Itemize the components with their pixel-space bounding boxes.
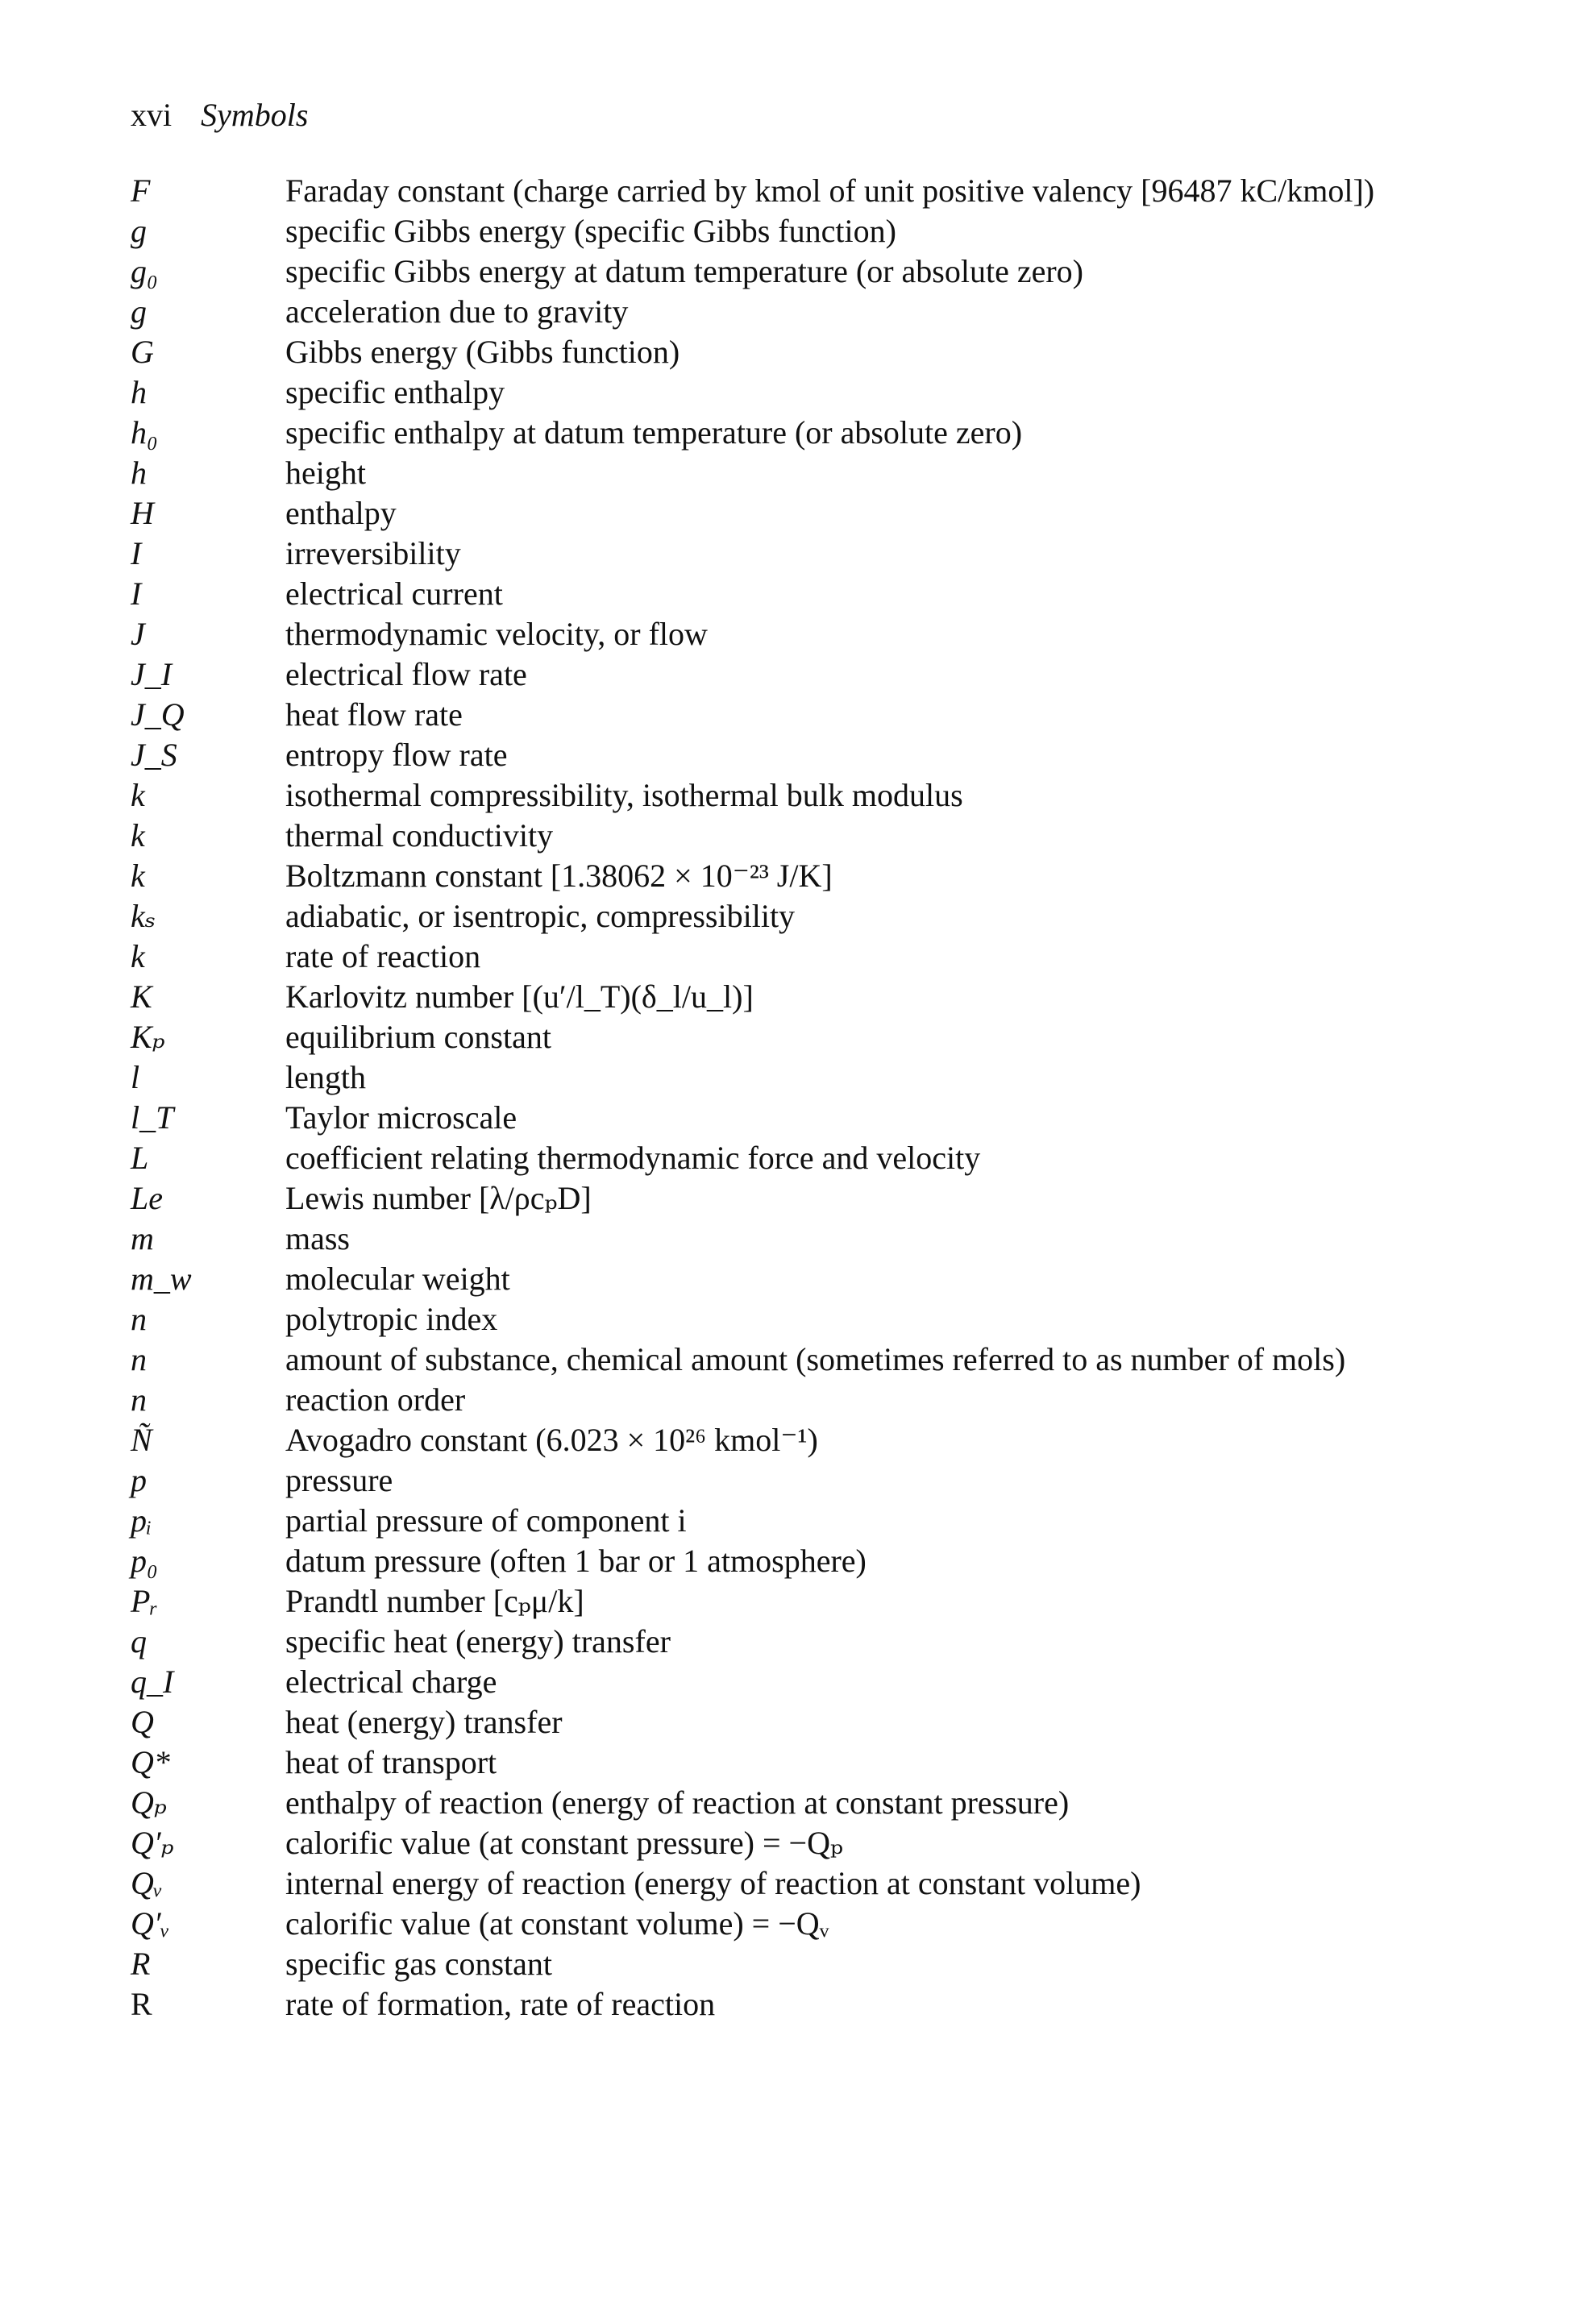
symbol-entry: [131, 1581, 1469, 1622]
symbol-entry: [131, 332, 1469, 372]
symbol-entry: [131, 1259, 1469, 1299]
symbol-entry: [131, 775, 1469, 816]
symbol-description: heat (energy) transfer: [285, 1704, 563, 1740]
symbol-entry: [131, 251, 1469, 292]
symbol: Pᵣ: [131, 1583, 159, 1619]
symbol-description: specific heat (energy) transfer: [285, 1623, 671, 1659]
symbol: g: [131, 213, 147, 249]
symbol: h: [131, 455, 147, 491]
symbol: Qₚ: [131, 1784, 167, 1821]
symbol: l: [131, 1059, 140, 1095]
symbol-entry: [131, 1622, 1469, 1662]
symbol: Q: [131, 1704, 154, 1740]
symbol: q: [131, 1623, 147, 1659]
symbol-entry: [131, 211, 1469, 251]
symbol: Kₚ: [131, 1019, 165, 1055]
symbol-description: Prandtl number [cₚμ/k]: [285, 1583, 584, 1619]
symbol-entry: [131, 1057, 1469, 1098]
page-number: xvi: [131, 97, 172, 133]
symbol-entry: [131, 1299, 1469, 1340]
symbol-description: specific gas constant: [285, 1946, 552, 1982]
symbol-description: heat of transport: [285, 1744, 497, 1780]
symbol-description: length: [285, 1059, 366, 1095]
symbol-entry: [131, 534, 1469, 574]
symbol-description: partial pressure of component i: [285, 1502, 687, 1539]
symbol-description: rate of formation, rate of reaction: [285, 1986, 716, 2022]
symbol-entry: [131, 1742, 1469, 1783]
symbol-entry: [131, 1944, 1469, 1984]
symbol-entry: [131, 1823, 1469, 1863]
symbol-description: calorific value (at constant pressure) = −Qₚ: [285, 1825, 843, 1861]
symbol: H: [131, 495, 154, 531]
symbol-entry: [131, 1783, 1469, 1823]
symbol: J_I: [131, 656, 172, 692]
symbol-entry: [131, 1098, 1469, 1138]
symbol-description: electrical flow rate: [285, 656, 527, 692]
symbol-description: enthalpy of reaction (energy of reaction at constant pressure): [285, 1784, 1070, 1821]
symbol: g₀: [131, 253, 158, 289]
symbol: Q′ᵥ: [131, 1905, 170, 1942]
symbol: J: [131, 616, 145, 652]
symbol-entry: [131, 292, 1469, 332]
symbol: k: [131, 777, 145, 813]
symbol-description: thermodynamic velocity, or flow: [285, 616, 708, 652]
symbol-entry: [131, 1904, 1469, 1944]
symbol: n: [131, 1301, 147, 1337]
symbol-description: Boltzmann constant [1.38062 × 10⁻²³ J/K]: [285, 858, 833, 894]
symbol-entry: [131, 372, 1469, 413]
symbol-entry: [131, 614, 1469, 654]
symbol-description: specific enthalpy at datum temperature (or absolute zero): [285, 414, 1023, 451]
symbol-description: pressure: [285, 1462, 393, 1498]
symbol-description: mass: [285, 1220, 350, 1256]
symbol-description: calorific value (at constant volume) = −Qᵥ: [285, 1905, 829, 1942]
symbol: Q*: [131, 1744, 170, 1780]
symbol: p: [131, 1462, 147, 1498]
symbol: L: [131, 1140, 149, 1176]
symbol: pᵢ: [131, 1502, 152, 1539]
symbol-entry: [131, 1219, 1469, 1259]
symbol-entry: [131, 1138, 1469, 1178]
symbol: m: [131, 1220, 154, 1256]
symbol-description: entropy flow rate: [285, 737, 508, 773]
symbol-description: equilibrium constant: [285, 1019, 551, 1055]
symbol: m_w: [131, 1261, 192, 1297]
symbol: J_Q: [131, 696, 185, 733]
symbol: g: [131, 293, 147, 330]
symbol-entry: [131, 654, 1469, 695]
symbol-entry: [131, 493, 1469, 534]
symbol: Q′ₚ: [131, 1825, 174, 1861]
symbol-entry: [131, 574, 1469, 614]
symbol-description: internal energy of reaction (energy of reaction at constant volume): [285, 1865, 1141, 1901]
symbol-description: datum pressure (often 1 bar or 1 atmosphere): [285, 1543, 867, 1579]
symbol-entry: [131, 413, 1469, 453]
symbol: F: [131, 172, 151, 209]
symbol-description: specific Gibbs energy (specific Gibbs function): [285, 213, 896, 249]
symbol-entry: [131, 1380, 1469, 1420]
symbol-entry: [131, 453, 1469, 493]
symbol-entry: [131, 1420, 1469, 1460]
symbol-entry: [131, 1541, 1469, 1581]
symbol: q_I: [131, 1664, 174, 1700]
symbol: n: [131, 1341, 147, 1377]
symbol-entry: [131, 1017, 1469, 1057]
symbol-entry: [131, 977, 1469, 1017]
symbol-entry: [131, 1340, 1469, 1380]
symbol: Ñ: [131, 1422, 152, 1458]
symbol: I: [131, 575, 142, 612]
symbol: R: [131, 1986, 152, 2022]
symbol-description: rate of reaction: [285, 938, 481, 974]
symbol-description: electrical charge: [285, 1664, 497, 1700]
symbol: h₀: [131, 414, 158, 451]
symbol: k: [131, 938, 145, 974]
symbol: G: [131, 334, 154, 370]
symbol-entry: [131, 735, 1469, 775]
symbol: k: [131, 858, 145, 894]
symbol-description: heat flow rate: [285, 696, 463, 733]
symbol: Qᵥ: [131, 1865, 164, 1901]
symbol-entry: [131, 816, 1469, 856]
symbol-description: Gibbs energy (Gibbs function): [285, 334, 680, 370]
section-title: Symbols: [201, 97, 309, 133]
symbol-description: electrical current: [285, 575, 503, 612]
symbol-entry: [131, 1702, 1469, 1742]
symbol-entry: [131, 1178, 1469, 1219]
symbol-description: Lewis number [λ/ρcₚD]: [285, 1180, 592, 1216]
page-header: [131, 95, 308, 135]
symbol-description: adiabatic, or isentropic, compressibility: [285, 898, 796, 934]
symbol-description: acceleration due to gravity: [285, 293, 629, 330]
symbol-description: specific Gibbs energy at datum temperature (or absolute zero): [285, 253, 1083, 289]
symbol-description: height: [285, 455, 366, 491]
symbol: h: [131, 374, 147, 410]
symbol: n: [131, 1381, 147, 1418]
symbol-description: specific enthalpy: [285, 374, 505, 410]
symbol: I: [131, 535, 142, 571]
symbol-description: Karlovitz number [(u′/l_T)(δ_l/u_l)]: [285, 978, 754, 1015]
symbol-list: [131, 171, 1469, 2025]
symbol-description: molecular weight: [285, 1261, 510, 1297]
symbol-entry: [131, 1460, 1469, 1501]
symbol: kₛ: [131, 898, 156, 934]
symbol: l_T: [131, 1099, 174, 1136]
symbol-entry: [131, 695, 1469, 735]
symbol-entry: [131, 856, 1469, 896]
symbol: K: [131, 978, 152, 1015]
symbol: Le: [131, 1180, 163, 1216]
symbol-description: Faraday constant (charge carried by kmol of unit positive valency [96487 kC/kmol]): [285, 172, 1375, 209]
symbol-description: enthalpy: [285, 495, 397, 531]
symbol-entry: [131, 1863, 1469, 1904]
symbol-description: thermal conductivity: [285, 817, 554, 854]
symbol: J_S: [131, 737, 177, 773]
symbol-description: Avogadro constant (6.023 × 10²⁶ kmol⁻¹): [285, 1422, 818, 1458]
symbol-entry: [131, 1662, 1469, 1702]
symbol: p₀: [131, 1543, 158, 1579]
symbol-entry: [131, 171, 1469, 211]
symbol-description: reaction order: [285, 1381, 466, 1418]
symbol-entry: [131, 896, 1469, 937]
symbol-entry: [131, 1984, 1469, 2025]
symbol-entry: [131, 937, 1469, 977]
symbol-description: amount of substance, chemical amount (sometimes referred to as number of mols): [285, 1341, 1346, 1377]
symbol-description: Taylor microscale: [285, 1099, 517, 1136]
symbol: R: [131, 1946, 151, 1982]
symbol-entry: [131, 1501, 1469, 1541]
symbol: k: [131, 817, 145, 854]
symbol-description: polytropic index: [285, 1301, 498, 1337]
symbol-description: irreversibility: [285, 535, 461, 571]
symbol-description: isothermal compressibility, isothermal bulk modulus: [285, 777, 963, 813]
symbol-description: coefficient relating thermodynamic force and velocity: [285, 1140, 981, 1176]
